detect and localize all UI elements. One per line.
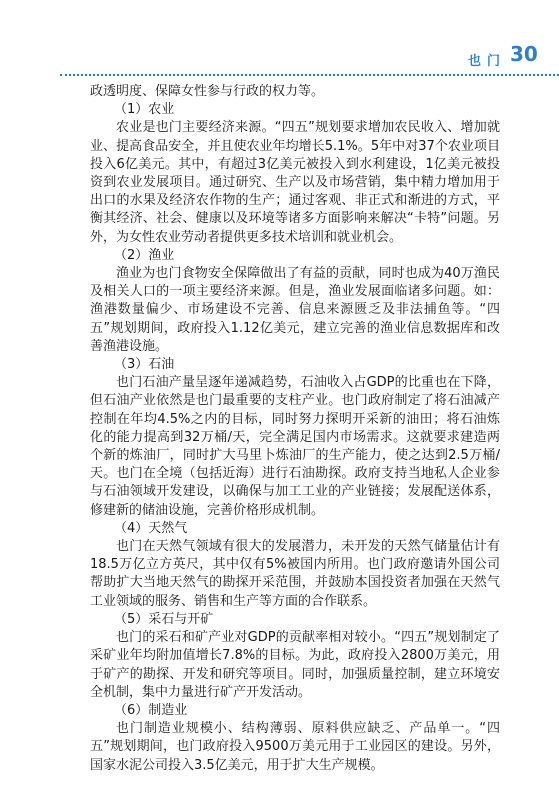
page-body (90, 83, 500, 775)
section-heading-fishery: （2）渔业 (114, 247, 175, 263)
section-body-oil: 也门石油产量呈逐年递减趋势，石油收入占GDP的比重也在下降，但石油产业依然是也门最重要的支柱产业。也门政府制定了将石油减产控制在年均4.5%之内的目标，同时努力探明开采新的油田；将石油炼化的能力提高到32万桶/天，完全满足国内市场需求。这就要求建造两个新的炼油厂，同时扩大马里卜炼油厂的生产能力，使之达到2.5万桶/天。也门在全境（包括近海）进行石油勘探。政府支持当地私人企业参与石油领域开发建设，以确保与加工工业的产业链接；发展配送体系，修建新的储油设施，完善价格形成机制。 (90, 375, 500, 518)
section-body-mining: 也门的采石和矿产业对GDP的贡献率相对较小。“四五”规划制定了采矿业年均附加值增长7.8%的目标。为此，政府投入2800万美元，用于矿产的勘探、开发和研究等项目。同时，加强质量控制，建立环境安全机制，集中力量进行矿产开发活动。 (90, 630, 500, 700)
section-heading-mining: （5）采石与开矿 (114, 611, 214, 627)
section-body-agriculture: 农业是也门主要经济来源。“四五”规划要求增加农民收入、增加就业、提高食品安全，并且使农业年均增长5.1%。5年中对37个农业项目投入6亿美元。其中，有超过3亿美元被投入到水利建设，1亿美元被投资到农业发展项目。通过研究、生产以及市场营销，集中精力增加用于出口的水果及经济农作物的生产；通过客观、非正式和渐进的方式，平衡其经济、社会、健康以及环境等诸多方面影响来解决“卡特”问题。另外，为女性农业劳动者提供更多技术培训和就业机会。 (90, 120, 500, 245)
section-heading-agriculture: （1）农业 (114, 102, 175, 118)
section-body-manufacturing: 也门制造业规模小、结构薄弱、原料供应缺乏、产品单一。“四五”规划期间，也门政府投入9500万美元用于工业园区的建设。另外，国家水泥公司投入3.5亿美元，用于扩大生产规模。 (90, 721, 500, 773)
section-body-natural-gas: 也门在天然气领域有很大的发展潜力，未开发的天然气储量估计有18.5万亿立方英尺，其中仅有5%被国内所用。也门政府邀请外国公司帮助扩大当地天然气的勘探开采范围，并鼓励本国投资者加强在天然气工业领域的服务、销售和生产等方面的合作联系。 (90, 539, 500, 609)
section-heading-natural-gas: （4）天然气 (114, 520, 188, 536)
intro-paragraph: 政透明度、保障女性参与行政的权力等。 (90, 84, 325, 99)
page-number: 30 (510, 42, 538, 66)
page-header (0, 0, 559, 76)
header-dotted-rule (60, 74, 559, 76)
running-header-country: 也门 (468, 54, 507, 69)
section-heading-oil: （3）石油 (114, 357, 175, 373)
section-heading-manufacturing: （6）制造业 (114, 702, 188, 718)
section-body-fishery: 渔业为也门食物安全保障做出了有益的贡献，同时也成为40万渔民及相关人口的一项主要经济来源。但是，渔业发展面临诸多问题。如：渔港数量偏少、市场建设不完善、信息来源匮乏及非法捕鱼等。“四五”规划期间，政府投入1.12亿美元，建立完善的渔业信息数据库和改善渔港设施。 (90, 266, 500, 354)
